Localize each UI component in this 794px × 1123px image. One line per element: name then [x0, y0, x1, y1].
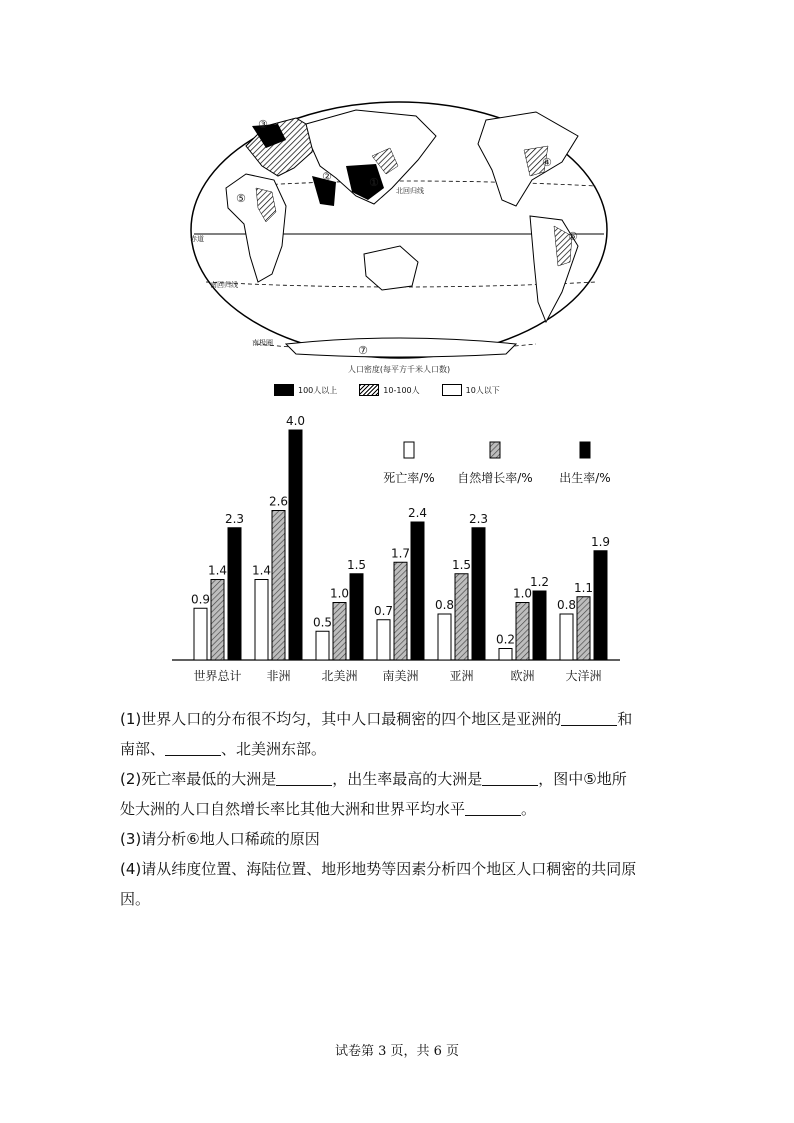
question-2-line-2: [120, 794, 680, 824]
bar-black: [533, 591, 546, 660]
marker-5: ⑤: [236, 192, 246, 205]
bar-white: [377, 620, 390, 660]
category-label: 非洲: [266, 669, 291, 683]
bar-white: [560, 614, 573, 660]
question-4-line-2: 因。: [120, 890, 151, 908]
question-2-line-1: [120, 764, 680, 794]
legend-item-high: [274, 384, 337, 396]
legend-label: 10-100人: [383, 385, 420, 395]
tropic-cancer-label: 北回归线: [396, 187, 424, 195]
chart-legend-swatch: [490, 442, 500, 458]
bar-hatch: [516, 603, 529, 661]
marker-7: ⑦: [358, 344, 368, 357]
chart-legend-label: 死亡率/%: [383, 471, 435, 485]
bar-value-label: 1.4: [251, 563, 272, 578]
population-rate-chart: [168, 412, 628, 692]
bar-black: [472, 528, 485, 660]
bar-value-label: 1.1: [573, 580, 594, 595]
bar-white: [438, 614, 451, 660]
questions-section: [120, 704, 680, 914]
q2-text-c: ，图中⑤地所: [538, 770, 627, 788]
legend-label: 100人以上: [298, 385, 338, 395]
answer-blank[interactable]: [276, 767, 332, 786]
q1-text-c: 南部、: [120, 740, 166, 758]
bar-value-label: 1.0: [512, 586, 533, 601]
marker-6: ⑥: [568, 230, 578, 243]
chart-legend-label: 出生率/%: [559, 471, 611, 485]
marker-1: ①: [369, 176, 379, 189]
category-label: 大洋洲: [565, 669, 602, 683]
equator-label: 赤道: [190, 235, 204, 243]
bar-value-label: 1.0: [329, 586, 350, 601]
category-label: 南美洲: [382, 669, 419, 683]
bar-value-label: 1.5: [346, 557, 367, 572]
bar-black: [350, 574, 363, 660]
question-3: (3)请分析⑥地人口稀疏的原因: [120, 830, 320, 848]
bar-value-label: 1.9: [590, 534, 611, 549]
answer-blank[interactable]: [465, 797, 521, 816]
legend-swatch-black: [274, 384, 294, 396]
bar-value-label: 0.8: [556, 598, 577, 612]
q2-text-a: (2)死亡率最低的大洲是: [120, 770, 277, 788]
antarctic-circle-label: 南极圈: [252, 339, 273, 347]
bar-white: [194, 608, 207, 660]
q1-text-b: 和: [617, 710, 633, 728]
bar-value-label: 2.6: [268, 494, 289, 509]
bar-black: [289, 430, 302, 660]
category-label: 欧洲: [510, 669, 535, 683]
category-label: 亚洲: [449, 669, 474, 683]
q2-text-d: 处大洲的人口自然增长率比其他大洲和世界平均水平: [120, 800, 466, 818]
bar-hatch: [211, 580, 224, 661]
bar-black: [411, 522, 424, 660]
bar-value-label: 4.0: [285, 414, 306, 428]
bar-value-label: 1.4: [207, 563, 228, 578]
chart-legend-swatch: [580, 442, 590, 458]
bar-white: [255, 580, 268, 661]
bar-hatch: [272, 511, 285, 661]
legend-item-mid: [359, 384, 419, 396]
map-caption: 人口密度(每平方千米人口数): [347, 365, 451, 374]
answer-blank[interactable]: [561, 707, 617, 726]
question-4-line-1: (4)请从纬度位置、海陆位置、地形地势等因素分析四个地区人口稠密的共同原: [120, 860, 637, 878]
world-map-graphic: [186, 96, 612, 362]
legend-item-low: [442, 384, 500, 396]
answer-blank[interactable]: [165, 737, 221, 756]
bar-value-label: 0.5: [312, 615, 333, 630]
bar-value-label: 2.3: [224, 511, 245, 526]
bar-chart-svg: [168, 412, 628, 692]
legend-swatch-hatch: [359, 384, 379, 396]
answer-blank[interactable]: [482, 767, 538, 786]
map-legend: [274, 384, 500, 396]
bar-value-label: 0.8: [434, 598, 455, 612]
q1-text-a: (1)世界人口的分布很不均匀，其中人口最稠密的四个地区是亚洲的: [120, 710, 562, 728]
q1-text-d: 、北美洲东部。: [221, 740, 327, 758]
world-population-map: [186, 96, 612, 406]
bar-black: [594, 551, 607, 660]
question-1-line-2: [120, 734, 680, 764]
chart-legend-swatch: [404, 442, 414, 458]
bar-white: [499, 649, 512, 661]
bar-hatch: [577, 597, 590, 660]
bar-value-label: 0.9: [190, 592, 211, 607]
bar-hatch: [455, 574, 468, 660]
bar-value-label: 1.5: [451, 557, 472, 572]
page-footer: 试卷第 3 页，共 6 页: [334, 1044, 460, 1059]
bar-black: [228, 528, 241, 660]
bar-value-label: 2.4: [407, 506, 428, 520]
bar-hatch: [333, 603, 346, 661]
category-label: 北美洲: [321, 669, 358, 683]
bar-value-label: 2.3: [468, 511, 489, 526]
category-label: 世界总计: [193, 669, 242, 683]
bar-hatch: [394, 562, 407, 660]
tropic-capricorn-label: 南回归线: [210, 281, 238, 289]
legend-swatch-white: [442, 384, 462, 396]
bar-value-label: 0.2: [495, 632, 516, 647]
question-1-line-1: [120, 704, 680, 734]
bar-white: [316, 631, 329, 660]
marker-2: ②: [322, 170, 332, 183]
bar-value-label: 1.2: [529, 575, 550, 589]
chart-legend-label: 自然增长率/%: [457, 471, 533, 485]
q2-text-e: 。: [521, 800, 537, 818]
marker-3: ③: [258, 118, 268, 131]
q2-text-b: ，出生率最高的大洲是: [332, 770, 483, 788]
marker-4: ④: [542, 156, 552, 169]
bar-value-label: 0.7: [373, 603, 394, 618]
legend-label: 10人以下: [465, 385, 500, 395]
bar-value-label: 1.7: [390, 546, 411, 561]
